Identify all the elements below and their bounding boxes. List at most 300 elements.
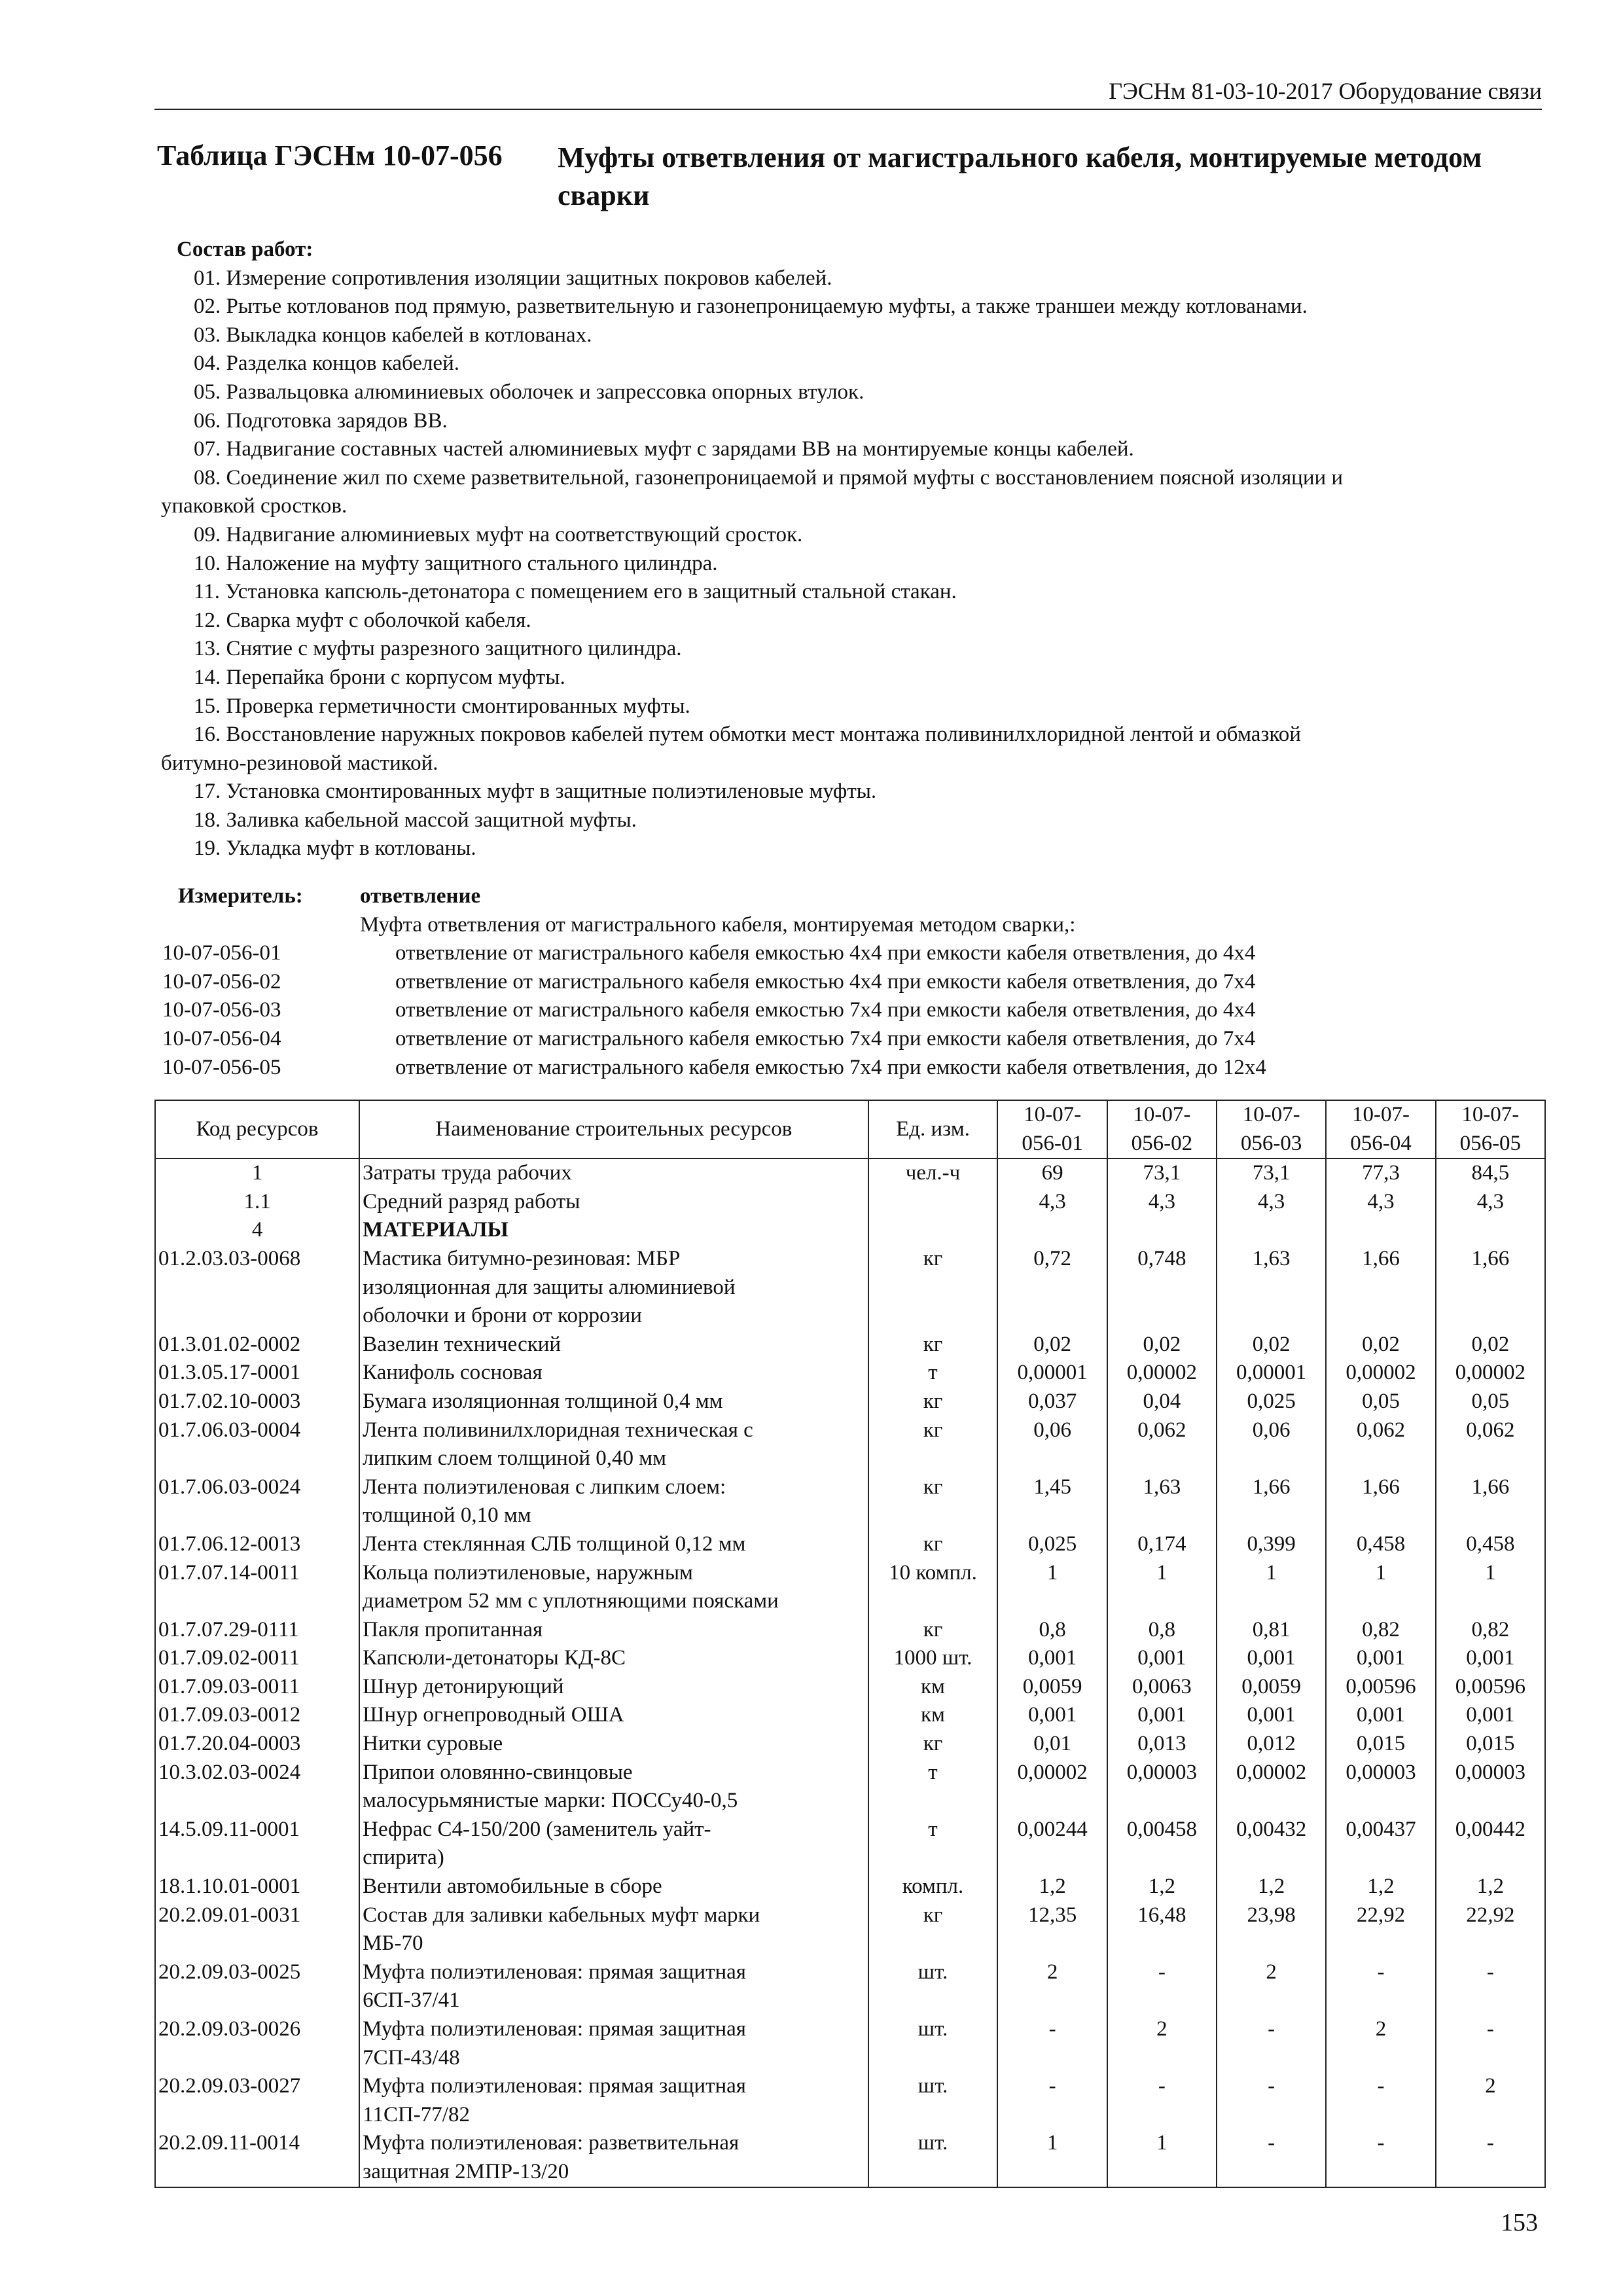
resource-value: 4,3 xyxy=(1217,1188,1326,1217)
resource-value: - xyxy=(1436,2129,1545,2187)
measure-intro: Муфта ответвления от магистрального кабеля, монтируемая методом сварки,: xyxy=(360,912,1076,937)
work-step: 05. Развальцовка алюминиевых оболочек и запрессовка опорных втулок. xyxy=(194,380,865,404)
resource-value: 0,001 xyxy=(1326,1701,1435,1730)
resource-code: 01.7.06.03-0004 xyxy=(155,1416,359,1473)
resource-value: 0,00002 xyxy=(997,1759,1107,1816)
resource-value: 0,05 xyxy=(1436,1388,1545,1416)
resource-unit: кг xyxy=(868,1530,998,1559)
resource-value: 0,748 xyxy=(1107,1245,1217,1331)
resource-name-line: Мастика битумно-резиновая: МБР xyxy=(363,1246,681,1270)
resource-name-line: спирита) xyxy=(363,1846,444,1870)
measure-unit: ответвление xyxy=(360,884,481,908)
resource-value: 0,00002 xyxy=(1217,1759,1326,1816)
table-row xyxy=(155,1388,1545,1416)
resource-code: 01.7.07.14-0011 xyxy=(155,1559,359,1616)
table-row xyxy=(155,1816,1545,1873)
resource-value: 0,012 xyxy=(1217,1730,1326,1759)
table-row xyxy=(155,1759,1545,1816)
resource-value: 0,062 xyxy=(1326,1416,1435,1473)
work-step: 01. Измерение сопротивления изоляции защитных покровов кабелей. xyxy=(194,266,832,290)
resource-value: 0,8 xyxy=(997,1616,1107,1645)
resource-name xyxy=(359,1473,868,1530)
resource-code: 20.2.09.03-0025 xyxy=(155,1958,359,2015)
resource-name xyxy=(359,2015,868,2072)
resource-name xyxy=(359,1901,868,1958)
header-col-1-line-2: 056-01 xyxy=(1022,1131,1083,1155)
resource-name xyxy=(359,1873,868,1901)
resource-name xyxy=(359,1388,868,1416)
resource-value: 0,001 xyxy=(1107,1701,1217,1730)
resource-name-line: Нитки суровые xyxy=(363,1732,503,1756)
works-section xyxy=(157,236,1551,863)
resource-name-line: Лента полиэтиленовая с липким слоем: xyxy=(363,1475,726,1499)
resource-value: 0,001 xyxy=(1217,1701,1326,1730)
resources-table xyxy=(154,1100,1546,2188)
title-label: Таблица ГЭСНм 10-07-056 xyxy=(157,139,503,171)
resource-name-line: Муфта полиэтиленовая: прямая защитная xyxy=(363,2074,746,2098)
resource-value: 0,458 xyxy=(1436,1530,1545,1559)
resource-value: - xyxy=(1107,1958,1217,2015)
resource-name-line: Шнур огнепроводный ОША xyxy=(363,1703,624,1727)
resource-unit: кг xyxy=(868,1388,998,1416)
resource-value: 0,00442 xyxy=(1436,1816,1545,1873)
resource-name-line: защитная 2МПР-13/20 xyxy=(363,2159,569,2183)
resource-value: 2 xyxy=(1436,2072,1545,2129)
resource-value: 0,062 xyxy=(1436,1416,1545,1473)
resource-unit: чел.-ч xyxy=(868,1158,998,1188)
resource-code: 01.3.01.02-0002 xyxy=(155,1331,359,1359)
resource-value: 0,82 xyxy=(1326,1616,1435,1645)
work-step: 11. Установка капсюль-детонатора с помещением его в защитный стальной стакан. xyxy=(194,580,957,604)
table-header-row xyxy=(155,1100,1545,1158)
resource-code: 20.2.09.03-0027 xyxy=(155,2072,359,2129)
resource-name-line: оболочки и брони от коррозии xyxy=(363,1304,642,1328)
resource-code: 4 xyxy=(155,1216,359,1245)
resource-value: 0,02 xyxy=(997,1331,1107,1359)
table-row xyxy=(155,1331,1545,1359)
resource-value: 0,0063 xyxy=(1107,1673,1217,1702)
resource-name xyxy=(359,1530,868,1559)
table-row xyxy=(155,1901,1545,1958)
table-row xyxy=(155,1359,1545,1388)
resource-value: 0,037 xyxy=(997,1388,1107,1416)
resource-value: 0,04 xyxy=(1107,1388,1217,1416)
resource-value: 0,00244 xyxy=(997,1816,1107,1873)
measure-item-code: 10-07-056-05 xyxy=(162,1055,281,1079)
resource-unit: кг xyxy=(868,1245,998,1331)
resource-value: - xyxy=(997,2015,1107,2072)
header-col-4-line-2: 056-04 xyxy=(1350,1131,1412,1155)
resource-value: 0,015 xyxy=(1436,1730,1545,1759)
resource-value: 0,001 xyxy=(1326,1644,1435,1673)
table-row xyxy=(155,1701,1545,1730)
resource-value: 1,45 xyxy=(997,1473,1107,1530)
measure-item xyxy=(162,1054,1556,1083)
table-row xyxy=(155,2015,1545,2072)
table-row xyxy=(155,1216,1545,1245)
resource-value: 0,05 xyxy=(1326,1388,1435,1416)
resource-code: 10.3.02.03-0024 xyxy=(155,1759,359,1816)
header-col-3 xyxy=(1217,1100,1326,1158)
resource-code: 20.2.09.03-0026 xyxy=(155,2015,359,2072)
resource-unit: кг xyxy=(868,1331,998,1359)
measure-item-text: ответвление от магистрального кабеля емкостью 4х4 при емкости кабеля ответвления, до 4х4 xyxy=(395,941,1256,965)
resource-name-line: Вентили автомобильные в сборе xyxy=(363,1874,662,1899)
resource-code: 1.1 xyxy=(155,1188,359,1217)
resource-value: 77,3 xyxy=(1326,1158,1435,1188)
resource-name-line: Канифоль сосновая xyxy=(363,1361,543,1385)
work-step: 15. Проверка герметичности смонтированных муфты. xyxy=(194,694,690,718)
resource-unit: т xyxy=(868,1359,998,1388)
resource-value: - xyxy=(1217,2072,1326,2129)
resource-name xyxy=(359,1673,868,1702)
resource-unit: кг xyxy=(868,1901,998,1958)
measure-item xyxy=(162,968,1556,997)
table-row xyxy=(155,1188,1545,1217)
resource-value: - xyxy=(1436,2015,1545,2072)
header-unit: Ед. изм. xyxy=(868,1100,998,1158)
resource-value: 0,0059 xyxy=(997,1673,1107,1702)
resource-value: 0,02 xyxy=(1436,1331,1545,1359)
resource-value: 2 xyxy=(1326,2015,1435,2072)
resource-value: 0,00002 xyxy=(1436,1359,1545,1388)
page-header xyxy=(154,73,1542,110)
resource-unit: 10 компл. xyxy=(868,1559,998,1616)
resource-code: 01.7.09.02-0011 xyxy=(155,1644,359,1673)
resource-unit: 1000 шт. xyxy=(868,1644,998,1673)
resource-code: 01.2.03.03-0068 xyxy=(155,1245,359,1331)
resource-value: 0,02 xyxy=(1107,1331,1217,1359)
resource-value: - xyxy=(1326,2072,1435,2129)
table-body xyxy=(155,1158,1545,2187)
resource-name xyxy=(359,1158,868,1188)
resource-unit: шт. xyxy=(868,2129,998,2187)
measure-item xyxy=(162,1025,1556,1054)
resource-value: 2 xyxy=(1217,1958,1326,2015)
resource-unit: кг xyxy=(868,1730,998,1759)
resource-value xyxy=(1107,1216,1217,1245)
resource-name-line: малосурьмянистые марки: ПОССу40-0,5 xyxy=(363,1789,738,1813)
resource-value: 1,2 xyxy=(1217,1873,1326,1901)
resource-name xyxy=(359,1359,868,1388)
resource-value: 0,001 xyxy=(997,1701,1107,1730)
table-row xyxy=(155,1473,1545,1530)
measure-item xyxy=(162,939,1556,968)
table-row xyxy=(155,1530,1545,1559)
header-col-5-line-2: 056-05 xyxy=(1459,1131,1522,1155)
measure-item-code: 10-07-056-03 xyxy=(162,998,281,1022)
resource-unit: кг xyxy=(868,1473,998,1530)
resource-code: 14.5.09.11-0001 xyxy=(155,1816,359,1873)
header-col-3-line-1: 10-07- xyxy=(1242,1103,1300,1126)
resource-name-line: Вазелин технический xyxy=(363,1332,562,1356)
resource-value: 1,2 xyxy=(997,1873,1107,1901)
resource-value: 0,00596 xyxy=(1326,1673,1435,1702)
resource-unit: кг xyxy=(868,1616,998,1645)
resource-value: 2 xyxy=(1107,2015,1217,2072)
resource-value: 69 xyxy=(997,1158,1107,1188)
resource-value: 1,2 xyxy=(1436,1873,1545,1901)
resource-value: 1 xyxy=(1436,1559,1545,1616)
resource-code: 01.7.06.12-0013 xyxy=(155,1530,359,1559)
resource-value: - xyxy=(1217,2129,1326,2187)
resource-value: 73,1 xyxy=(1107,1158,1217,1188)
work-step: 13. Снятие с муфты разрезного защитного цилиндра. xyxy=(194,637,682,661)
resource-name xyxy=(359,1331,868,1359)
resource-name-line: Муфта полиэтиленовая: прямая защитная xyxy=(363,1960,746,1984)
resource-value: 0,00596 xyxy=(1436,1673,1545,1702)
header-col-4-line-1: 10-07- xyxy=(1351,1103,1410,1126)
table-row xyxy=(155,1616,1545,1645)
resource-value xyxy=(997,1216,1107,1245)
resource-name-line: Шнур детонирующий xyxy=(363,1674,564,1698)
resource-value: 1,66 xyxy=(1436,1473,1545,1530)
resource-value: 22,92 xyxy=(1436,1901,1545,1958)
work-step: 12. Сварка муфт с оболочкой кабеля. xyxy=(194,608,531,632)
measure-item-text: ответвление от магистрального кабеля емкостью 7х4 при емкости кабеля ответвления, до 4х4 xyxy=(395,998,1256,1022)
measure-label: Измеритель: xyxy=(178,884,303,908)
work-step: 09. Надвигание алюминиевых муфт на соответствующий сросток. xyxy=(194,522,803,547)
resource-value: 0,174 xyxy=(1107,1530,1217,1559)
resource-value: 0,00003 xyxy=(1107,1759,1217,1816)
table-row xyxy=(155,2072,1545,2129)
work-step: 14. Перепайка брони с корпусом муфты. xyxy=(194,665,565,689)
resource-unit: т xyxy=(868,1759,998,1816)
resource-value: - xyxy=(1436,1958,1545,2015)
measure-item xyxy=(162,996,1556,1025)
resource-value: - xyxy=(1217,2015,1326,2072)
resource-name xyxy=(359,1559,868,1616)
resource-value: 0,001 xyxy=(1436,1644,1545,1673)
resource-name xyxy=(359,1759,868,1816)
resource-value: 4,3 xyxy=(1326,1188,1435,1217)
resource-value: 23,98 xyxy=(1217,1901,1326,1958)
work-step: 06. Подготовка зарядов ВВ. xyxy=(194,408,448,433)
works-heading: Состав работ: xyxy=(177,238,313,261)
resource-value: 4,3 xyxy=(1436,1188,1545,1217)
resource-value: 0,001 xyxy=(997,1644,1107,1673)
resource-value: 0,013 xyxy=(1107,1730,1217,1759)
header-code: Код ресурсов xyxy=(155,1100,359,1158)
measure-item-text: ответвление от магистрального кабеля емкостью 7х4 при емкости кабеля ответвления, до 12х4 xyxy=(395,1055,1266,1079)
header-col-4 xyxy=(1326,1100,1435,1158)
work-step: 16. Восстановление наружных покровов кабелей путем обмотки мест монтажа поливинилхлоридной лентой и обмазкой xyxy=(194,723,1301,747)
resource-value: 0,0059 xyxy=(1217,1673,1326,1702)
table-row xyxy=(155,2129,1545,2187)
resource-name xyxy=(359,1816,868,1873)
resource-value: 22,92 xyxy=(1326,1901,1435,1958)
resource-value: 0,015 xyxy=(1326,1730,1435,1759)
resource-value: 1,66 xyxy=(1217,1473,1326,1530)
resource-value: 0,399 xyxy=(1217,1530,1326,1559)
measure-items xyxy=(162,939,1556,1082)
resource-name-line: толщиной 0,10 мм xyxy=(363,1503,531,1528)
resource-value: 1,66 xyxy=(1326,1473,1435,1530)
resource-code: 01.7.09.03-0012 xyxy=(155,1701,359,1730)
resource-name-line: Средний разряд работы xyxy=(363,1189,580,1213)
resource-name-line: Пакля пропитанная xyxy=(363,1617,543,1641)
works-list xyxy=(157,264,1551,863)
resource-name-line: 11СП-77/82 xyxy=(363,2102,470,2126)
table-row xyxy=(155,1873,1545,1901)
resource-value: 0,06 xyxy=(997,1416,1107,1473)
table-row xyxy=(155,1958,1545,2015)
resource-name xyxy=(359,1730,868,1759)
work-step: 19. Укладка муфт в котлованы. xyxy=(194,836,476,861)
header-col-1 xyxy=(997,1100,1107,1158)
resource-unit xyxy=(868,1188,998,1217)
resource-value: - xyxy=(1326,1958,1435,2015)
measure-item-code: 10-07-056-01 xyxy=(162,941,281,965)
resource-value: 0,001 xyxy=(1436,1701,1545,1730)
resource-value: 0,00002 xyxy=(1326,1359,1435,1388)
work-step: 10. Наложение на муфту защитного стального цилиндра. xyxy=(194,551,718,575)
resource-name-line: липким слоем толщиной 0,40 мм xyxy=(363,1446,667,1471)
resource-value: 0,00003 xyxy=(1436,1759,1545,1816)
work-step: битумно-резиновой мастикой. xyxy=(161,751,438,775)
resource-value: 16,48 xyxy=(1107,1901,1217,1958)
header-col-3-line-2: 056-03 xyxy=(1240,1131,1302,1155)
resource-unit: шт. xyxy=(868,1958,998,2015)
resource-value: 0,00458 xyxy=(1107,1816,1217,1873)
measure-item-code: 10-07-056-04 xyxy=(162,1026,281,1050)
work-step: упаковкой сростков. xyxy=(161,494,348,518)
resource-code: 01.7.02.10-0003 xyxy=(155,1388,359,1416)
work-step: 08. Соединение жил по схеме разветвительной, газонепроницаемой и прямой муфты с восстановлением поясной изоляции и xyxy=(194,465,1344,490)
resource-value: 73,1 xyxy=(1217,1158,1326,1188)
resource-name-line: Муфта полиэтиленовая: разветвительная xyxy=(363,2131,740,2155)
resource-value: 1 xyxy=(997,2129,1107,2187)
resource-unit: км xyxy=(868,1701,998,1730)
measure-item-text: ответвление от магистрального кабеля емкостью 4х4 при емкости кабеля ответвления, до 7х4 xyxy=(395,969,1256,994)
resource-name xyxy=(359,1958,868,2015)
header-col-2-line-2: 056-02 xyxy=(1131,1131,1193,1155)
resource-value: - xyxy=(997,2072,1107,2129)
resource-name-line: МБ-70 xyxy=(363,1931,423,1956)
table-row xyxy=(155,1158,1545,1188)
header-text: ГЭСНм 81-03-10-2017 Оборудование связи xyxy=(1109,78,1542,104)
resource-value: 1 xyxy=(1107,1559,1217,1616)
work-step: 03. Выкладка концов кабелей в котлованах. xyxy=(194,323,592,347)
table-row xyxy=(155,1673,1545,1702)
resource-value: 1,66 xyxy=(1326,1245,1435,1331)
measure-item-text: ответвление от магистрального кабеля емкостью 7х4 при емкости кабеля ответвления, до 7х4 xyxy=(395,1026,1256,1050)
resource-name-line: Затраты труда рабочих xyxy=(363,1161,572,1185)
resource-name-line: МАТЕРИАЛЫ xyxy=(363,1218,508,1242)
resource-value: 0,02 xyxy=(1217,1331,1326,1359)
resource-value xyxy=(1217,1216,1326,1245)
header-name: Наименование строительных ресурсов xyxy=(359,1100,868,1158)
resource-value: 1,63 xyxy=(1217,1245,1326,1331)
resource-value: 2 xyxy=(997,1958,1107,2015)
resource-name xyxy=(359,2129,868,2187)
resource-name-line: диаметром 52 мм с уплотняющими поясками xyxy=(363,1589,779,1613)
table-row xyxy=(155,1416,1545,1473)
resource-value: 0,82 xyxy=(1436,1616,1545,1645)
work-step: 17. Установка смонтированных муфт в защитные полиэтиленовые муфты. xyxy=(194,780,877,804)
resource-code: 01.7.09.03-0011 xyxy=(155,1673,359,1702)
resource-name-line: Нефрас С4-150/200 (заменитель уайт- xyxy=(363,1817,711,1841)
resource-value: 0,458 xyxy=(1326,1530,1435,1559)
resource-name-line: Состав для заливки кабельных муфт марки xyxy=(363,1903,760,1927)
resource-value: 12,35 xyxy=(997,1901,1107,1958)
header-col-2 xyxy=(1107,1100,1217,1158)
resource-unit xyxy=(868,1216,998,1245)
page-number: 153 xyxy=(1501,2209,1538,2236)
resource-name-line: Бумага изоляционная толщиной 0,4 мм xyxy=(363,1389,723,1413)
resource-value: 0,00002 xyxy=(1107,1359,1217,1388)
table-row xyxy=(155,1559,1545,1616)
resource-value: - xyxy=(1107,2072,1217,2129)
resource-code: 01.3.05.17-0001 xyxy=(155,1359,359,1388)
resource-value: 0,001 xyxy=(1217,1644,1326,1673)
resource-value: 4,3 xyxy=(1107,1188,1217,1217)
resource-unit: км xyxy=(868,1673,998,1702)
table-row xyxy=(155,1245,1545,1331)
resource-value: 1 xyxy=(1217,1559,1326,1616)
resource-name-line: 7СП-43/48 xyxy=(363,2045,460,2070)
resource-unit: кг xyxy=(868,1416,998,1473)
resource-code: 01.7.07.29-0111 xyxy=(155,1616,359,1645)
resource-value: 0,001 xyxy=(1107,1644,1217,1673)
resource-unit: шт. xyxy=(868,2015,998,2072)
resource-value: 4,3 xyxy=(997,1188,1107,1217)
resource-value: 0,025 xyxy=(997,1530,1107,1559)
resource-code: 20.2.09.01-0031 xyxy=(155,1901,359,1958)
resource-code: 20.2.09.11-0014 xyxy=(155,2129,359,2187)
resource-value: 0,8 xyxy=(1107,1616,1217,1645)
resource-name-line: Лента поливинилхлоридная техническая с xyxy=(363,1418,753,1442)
resource-code: 1 xyxy=(155,1158,359,1188)
resource-name xyxy=(359,1245,868,1331)
resource-code: 18.1.10.01-0001 xyxy=(155,1873,359,1901)
header-col-1-line-1: 10-07- xyxy=(1024,1103,1082,1126)
measure-section xyxy=(162,882,1556,1082)
resource-name-line: Кольца полиэтиленовые, наружным xyxy=(363,1560,693,1585)
resource-name xyxy=(359,1416,868,1473)
resource-value: 0,025 xyxy=(1217,1388,1326,1416)
title-name: Муфты ответвления от магистрального кабеля, монтируемые методом сварки xyxy=(558,141,1482,211)
resource-value: 0,00003 xyxy=(1326,1759,1435,1816)
header-col-2-line-1: 10-07- xyxy=(1133,1103,1191,1126)
work-step: 07. Надвигание составных частей алюминиевых муфт с зарядами ВВ на монтируемые концы кабелей. xyxy=(194,437,1134,461)
resource-value: 0,06 xyxy=(1217,1416,1326,1473)
resource-code: 01.7.06.03-0024 xyxy=(155,1473,359,1530)
resource-name xyxy=(359,1188,868,1217)
resource-name xyxy=(359,1644,868,1673)
resource-code: 01.7.20.04-0003 xyxy=(155,1730,359,1759)
resource-name-line: Припои оловянно-свинцовые xyxy=(363,1760,633,1784)
resource-name-line: Лента стеклянная СЛБ толщиной 0,12 мм xyxy=(363,1532,746,1556)
resource-value: 0,062 xyxy=(1107,1416,1217,1473)
resource-value: 1 xyxy=(997,1559,1107,1616)
resource-value: 84,5 xyxy=(1436,1158,1545,1188)
resource-value: 1,66 xyxy=(1436,1245,1545,1331)
resource-value: 1,63 xyxy=(1107,1473,1217,1530)
resource-name xyxy=(359,1701,868,1730)
table-row xyxy=(155,1730,1545,1759)
resource-value: 0,81 xyxy=(1217,1616,1326,1645)
resource-value: 1,2 xyxy=(1107,1873,1217,1901)
work-step: 04. Разделка концов кабелей. xyxy=(194,351,459,376)
resource-name-line: изоляционная для защиты алюминиевой xyxy=(363,1275,736,1299)
resource-value: 1 xyxy=(1326,1559,1435,1616)
table-row xyxy=(155,1644,1545,1673)
resource-value: 0,72 xyxy=(997,1245,1107,1331)
resource-unit: шт. xyxy=(868,2072,998,2129)
resource-value: 1,2 xyxy=(1326,1873,1435,1901)
resource-value: 0,01 xyxy=(997,1730,1107,1759)
